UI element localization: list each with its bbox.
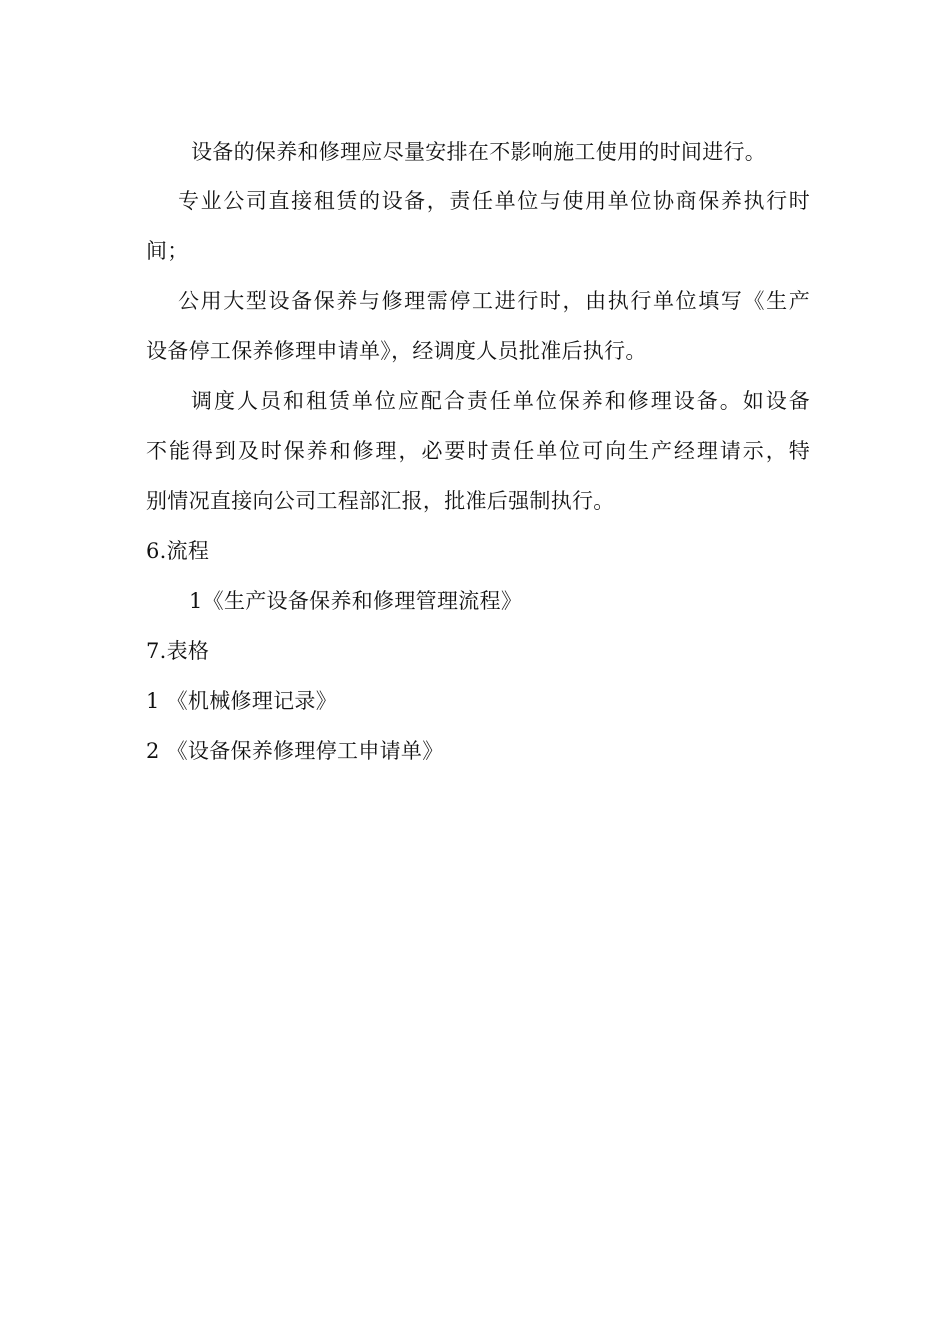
section-6-heading: 6.流程 xyxy=(146,539,210,563)
paragraph-leased-equipment-line2: 间； xyxy=(146,239,189,263)
paragraph-maintenance-schedule: 设备的保养和修理应尽量安排在不影响施工使用的时间进行。 xyxy=(191,140,767,164)
paragraph-dispatch-line3: 别情况直接向公司工程部汇报，批准后强制执行。 xyxy=(146,489,615,513)
section-7-item-1: 1 《机械修理记录》 xyxy=(146,689,338,713)
paragraph-large-equipment-line2: 设备停工保养修理申请单》，经调度人员批准后执行。 xyxy=(146,339,647,363)
paragraph-leased-equipment-line1: 专业公司直接租赁的设备，责任单位与使用单位协商保养执行时 xyxy=(178,189,810,213)
section-7-item-2: 2 《设备保养修理停工申请单》 xyxy=(146,739,444,763)
section-6-item-1: 1《生产设备保养和修理管理流程》 xyxy=(189,589,523,613)
paragraph-dispatch-line1: 调度人员和租赁单位应配合责任单位保养和修理设备。如设备 xyxy=(191,389,810,413)
paragraph-dispatch-line2: 不能得到及时保养和修理，必要时责任单位可向生产经理请示，特 xyxy=(146,439,810,463)
section-7-heading: 7.表格 xyxy=(146,639,210,663)
paragraph-large-equipment-line1: 公用大型设备保养与修理需停工进行时，由执行单位填写《生产 xyxy=(178,289,810,313)
